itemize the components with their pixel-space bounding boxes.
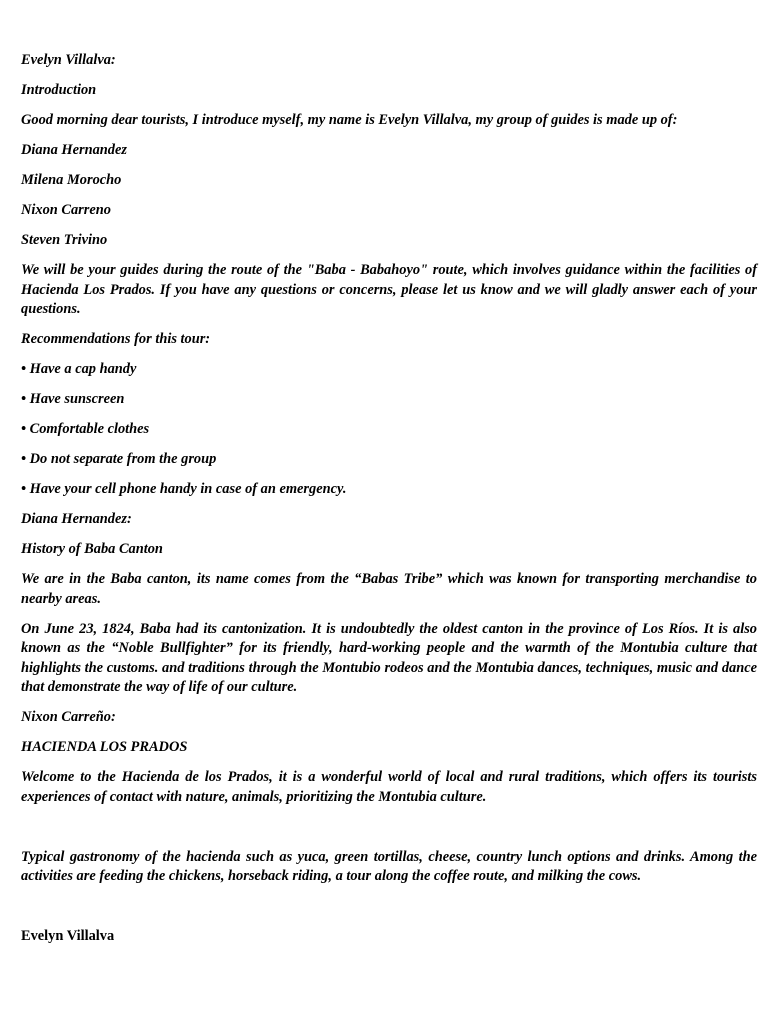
route-paragraph: We will be your guides during the route of the "Baba - Babahoyo" route, which involves guidance within the facilities of Hacienda Los Prados. If you have any questions or concerns, please let us know and we will gladly answer each of your questions.: [21, 262, 757, 317]
guide-name: Steven Trivino: [21, 232, 108, 248]
history-speaker: Diana Hernandez:: [21, 511, 132, 527]
intro-heading: Introduction: [21, 82, 97, 98]
intro-speaker: Evelyn Villalva:: [21, 52, 116, 68]
history-paragraph-1: We are in the Baba canton, its name comes from the “Babas Tribe” which was known for transporting merchandise to nearby areas.: [21, 571, 757, 607]
recommendation-item: • Have your cell phone handy in case of an emergency.: [21, 481, 347, 497]
hacienda-heading: HACIENDA LOS PRADOS: [21, 739, 188, 755]
document-body: [21, 51, 757, 957]
greeting-paragraph: Good morning dear tourists, I introduce myself, my name is Evelyn Villalva, my group of guides is made up of:: [21, 112, 678, 128]
recommendations-heading: Recommendations for this tour:: [21, 331, 211, 347]
history-heading: History of Baba Canton: [21, 541, 163, 557]
history-paragraph-2: On June 23, 1824, Baba had its cantonization. It is undoubtedly the oldest canton in the province of Los Ríos. It is also known as the “Noble Bullfighter” for its friendly, hard-working people and the warmth of the Montubia culture that highlights the customs. and traditions through the Montubio rodeos and the Montubia dances, techniques, music and dance that demonstrate the way of life of our culture.: [21, 620, 757, 695]
hacienda-speaker: Nixon Carreño:: [21, 709, 116, 725]
guide-name: Nixon Carreno: [21, 202, 111, 218]
recommendation-item: • Comfortable clothes: [21, 421, 150, 437]
guide-name: Diana Hernandez: [21, 142, 127, 158]
recommendation-item: • Have a cap handy: [21, 361, 137, 377]
hacienda-paragraph-1: Welcome to the Hacienda de los Prados, it is a wonderful world of local and rural traditions, which offers its tourists experiences of contact with nature, animals, prioritizing the Montubia culture.: [21, 769, 757, 805]
guide-name: Milena Morocho: [21, 172, 122, 188]
hacienda-paragraph-2: Typical gastronomy of the hacienda such as yuca, green tortillas, cheese, country lunch options and drinks. Among the activities are feeding the chickens, horseback riding, a tour along the coffee route, and milking the cows.: [21, 848, 757, 884]
recommendation-item: • Have sunscreen: [21, 391, 125, 407]
paragraph-spacer: [21, 897, 757, 927]
recommendation-item: • Do not separate from the group: [21, 451, 217, 467]
closing-name: Evelyn Villalva: [21, 928, 115, 944]
paragraph-spacer: [21, 818, 757, 848]
